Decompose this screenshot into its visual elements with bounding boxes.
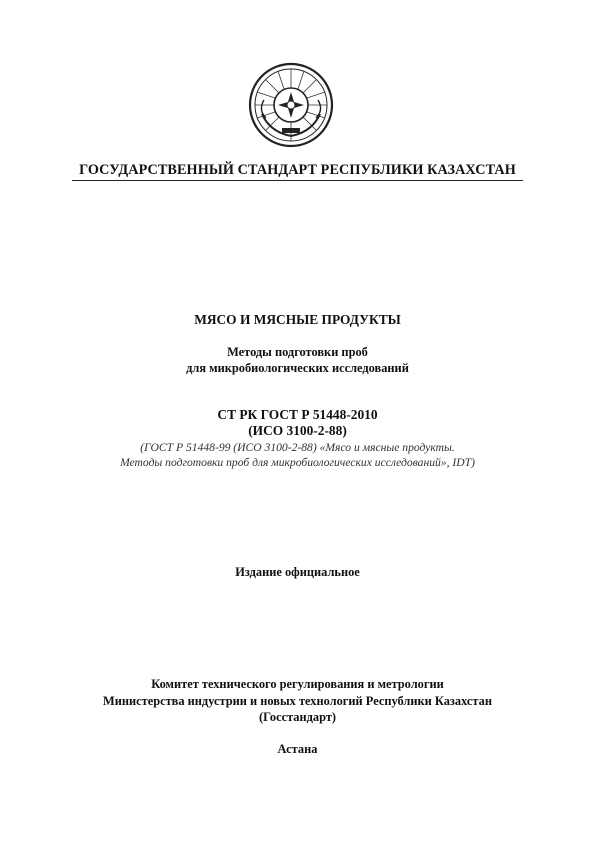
standard-code: СТ РК ГОСТ Р 51448-2010 <box>217 407 378 422</box>
designation-note-line-1: (ГОСТ Р 51448-99 (ИСО 3100-2-88) «Мясо и мясные продукты. <box>140 441 455 454</box>
publisher-line-1: Комитет технического регулирования и метрологии <box>151 677 444 691</box>
state-standard-title: ГОСУДАРСТВЕННЫЙ СТАНДАРТ РЕСПУБЛИКИ КАЗАХСТАН <box>79 162 516 178</box>
subtitle-line-1: Методы подготовки проб <box>227 345 368 359</box>
document-title: МЯСО И МЯСНЫЕ ПРОДУКТЫ <box>194 312 401 327</box>
publisher-line-3: (Госстандарт) <box>258 710 337 724</box>
kazakhstan-state-emblem-icon <box>248 62 334 148</box>
iso-code: (ИСО 3100-2-88) <box>248 423 347 438</box>
publisher-line-2: Министерства индустрии и новых технологий Республики Казахстан <box>103 694 492 708</box>
city-label: Астана <box>277 742 318 756</box>
subtitle-line-2: для микробиологических исследований <box>186 361 409 375</box>
header-divider <box>72 180 523 181</box>
edition-label: Издание официальное <box>235 565 360 579</box>
designation-note-line-2: Методы подготовки проб для микробиологических исследований», IDT) <box>120 456 475 469</box>
